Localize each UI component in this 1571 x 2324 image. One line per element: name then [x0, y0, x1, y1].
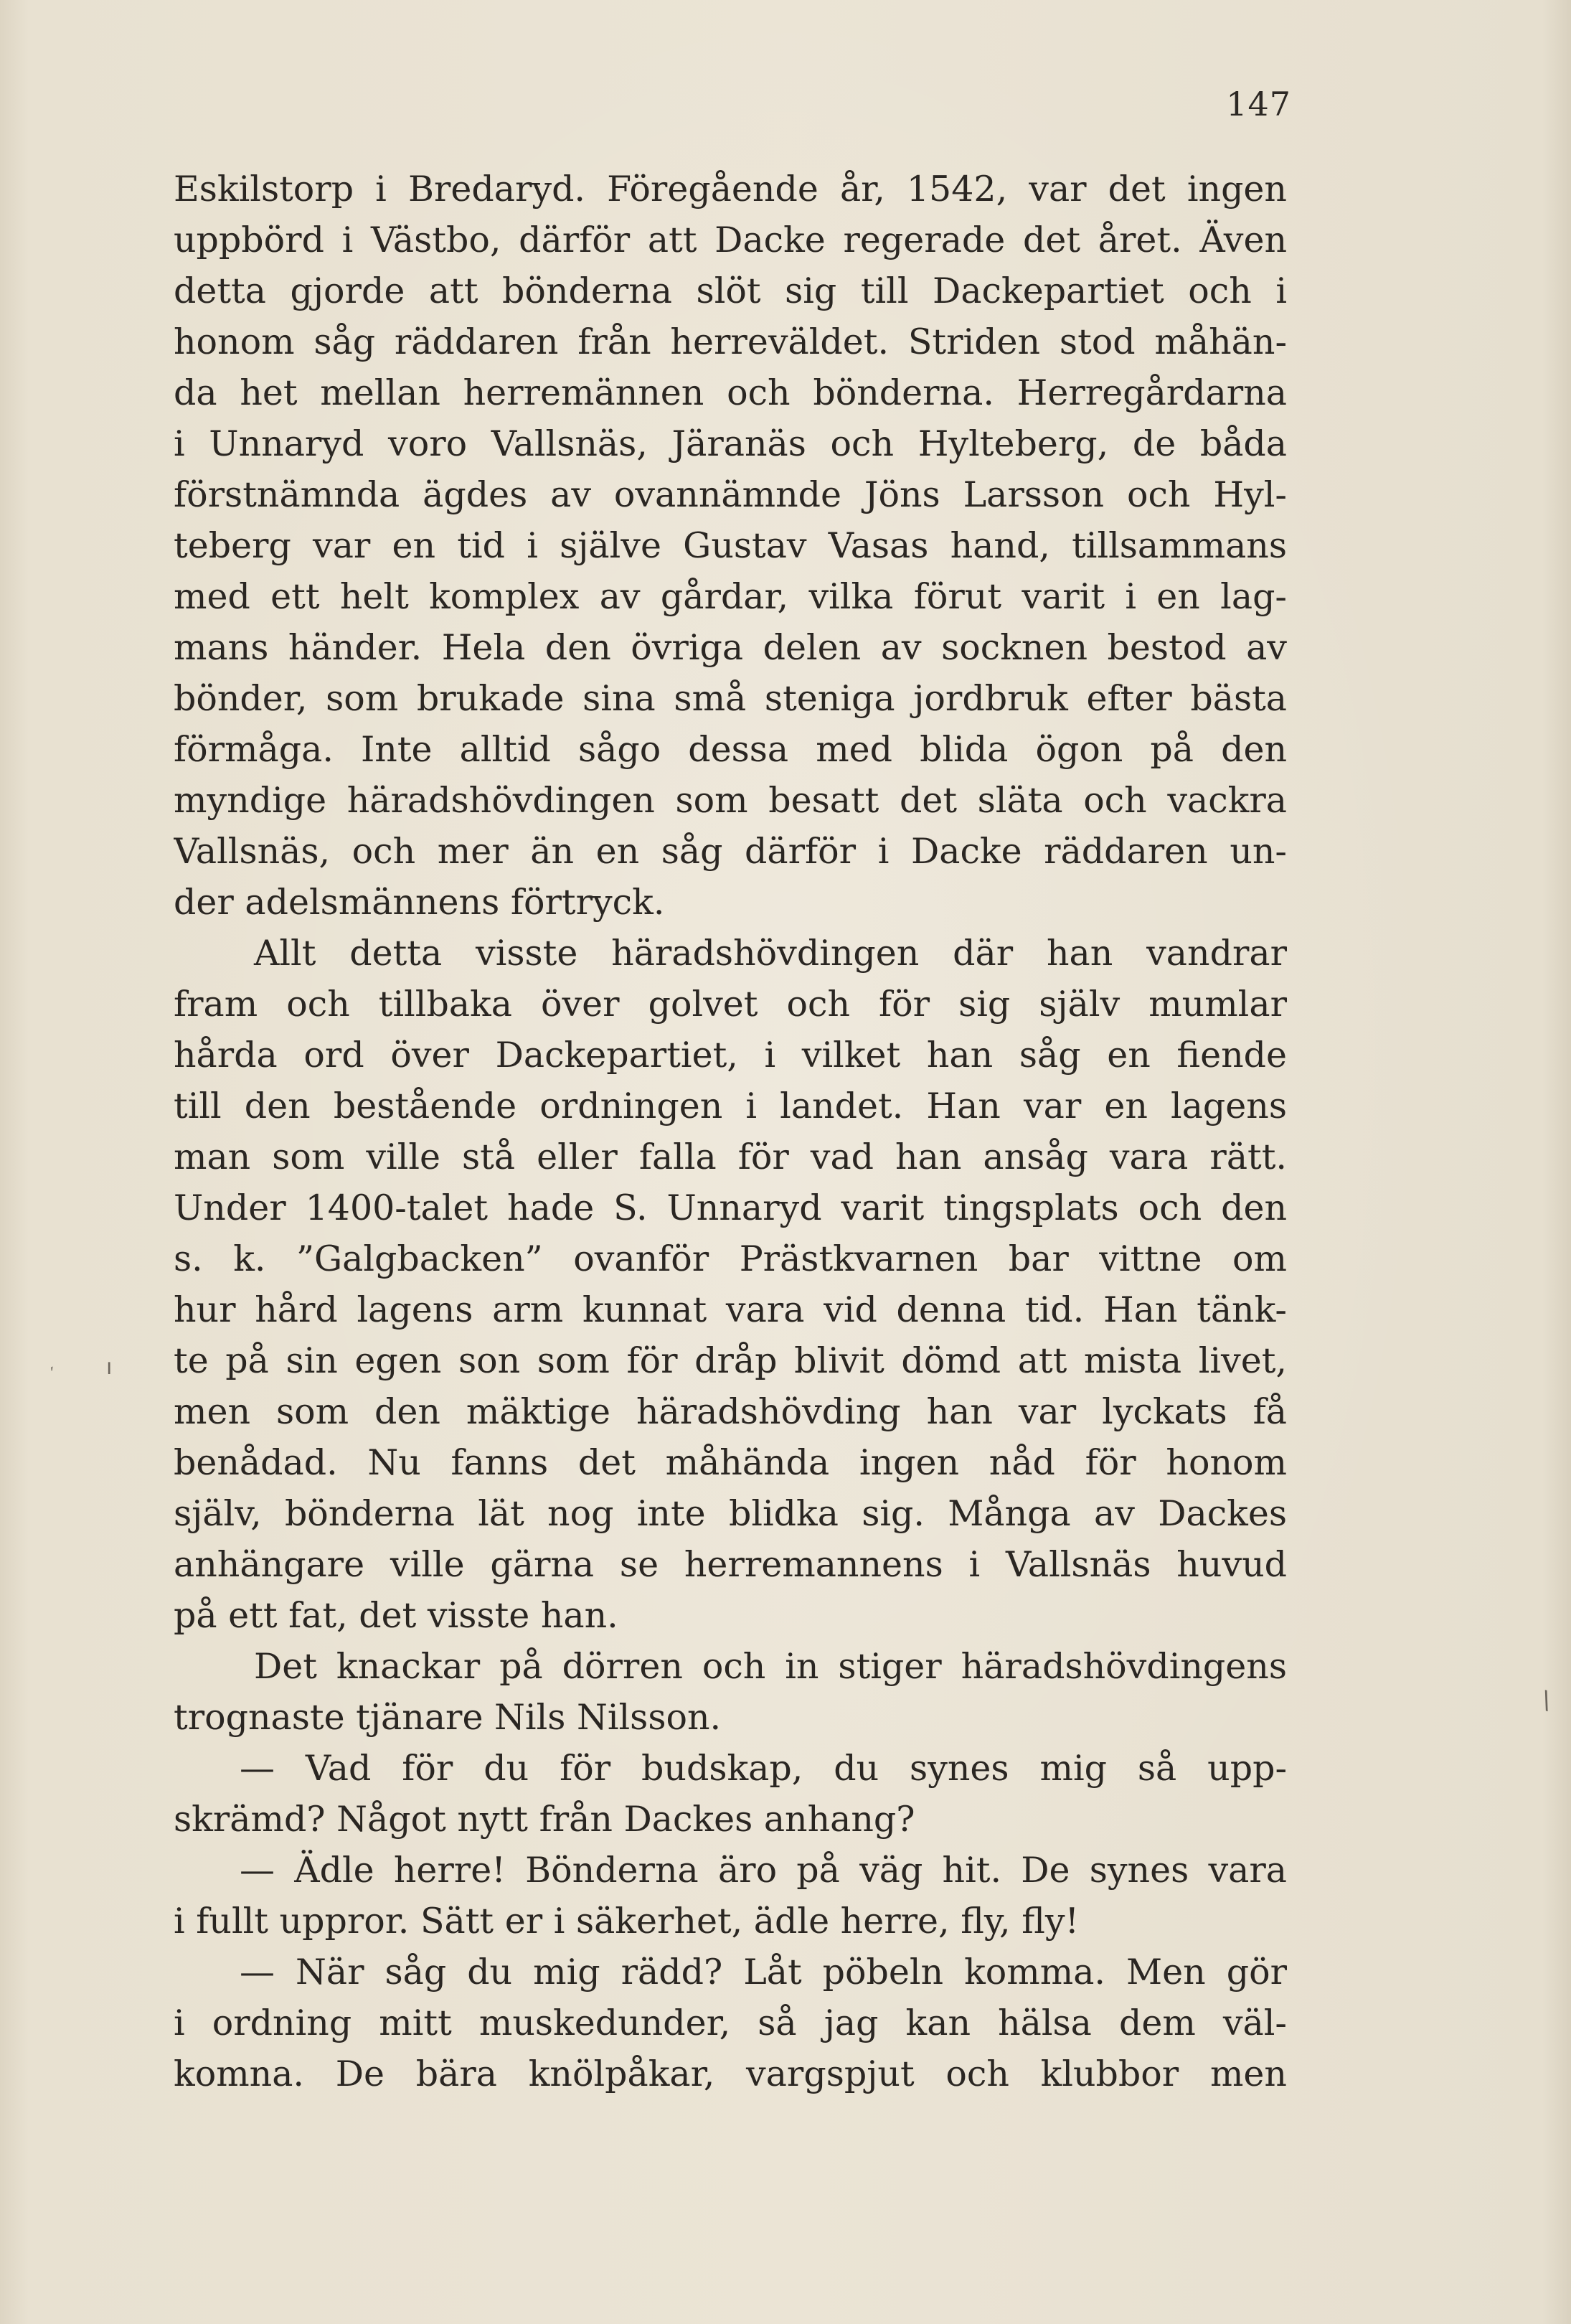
paragraph-start-line: Allt detta visste häradshövdingen där han vandrar — [254, 933, 1287, 974]
text-line: mans händer. Hela den övriga delen av socknen bestod av — [174, 627, 1287, 668]
text-line: med ett helt komplex av gårdar, vilka förut varit i en lag- — [174, 576, 1287, 617]
text-line: teberg var en tid i själve Gustav Vasas hand, tillsammans — [174, 525, 1287, 566]
text-line: Eskilstorp i Bredaryd. Föregående år, 1542, var det ingen — [174, 169, 1287, 210]
text-line: benådad. Nu fanns det måhända ingen nåd för honom — [174, 1442, 1287, 1483]
text-line: fram och tillbaka över golvet och för sig själv mumlar — [174, 984, 1287, 1025]
text-line: anhängare ville gärna se herremannens i Vallsnäs huvud — [174, 1544, 1287, 1585]
body-text — [174, 164, 1287, 2099]
paragraph-start-line: Det knackar på dörren och in stiger häradshövdingens — [254, 1646, 1287, 1687]
dialogue-line: — Ädle herre! Bönderna äro på väg hit. De synes vara — [240, 1850, 1287, 1891]
text-line: själv, bönderna lät nog inte blidka sig. Många av Dackes — [174, 1493, 1287, 1534]
text-line: Under 1400-talet hade S. Unnaryd varit tingsplats och den — [174, 1187, 1287, 1228]
text-line: skrämd? Något nytt från Dackes anhang? — [174, 1799, 915, 1840]
page-number: 147 — [1226, 85, 1291, 123]
text-line: till den bestående ordningen i landet. Han var en lagens — [174, 1086, 1287, 1126]
margin-speck: ı — [106, 1355, 113, 1380]
text-line: hårda ord över Dackepartiet, i vilket han såg en fiende — [174, 1035, 1287, 1076]
dialogue-line: — Vad för du för budskap, du synes mig så upp- — [240, 1748, 1287, 1789]
text-line: i ordning mitt muskedunder, så jag kan hälsa dem väl- — [174, 2003, 1287, 2043]
text-line: trognaste tjänare Nils Nilsson. — [174, 1697, 722, 1738]
text-line: te på sin egen son som för dråp blivit dömd att mista livet, — [174, 1340, 1287, 1381]
text-line: s. k. ”Galgbacken” ovanför Prästkvarnen bar vittne om — [174, 1238, 1287, 1279]
text-line: der adelsmännens förtryck. — [174, 882, 665, 923]
text-line: förstnämnda ägdes av ovannämnde Jöns Larsson och Hyl- — [174, 474, 1287, 515]
text-line: honom såg räddaren från herreväldet. Striden stod måhän- — [174, 321, 1287, 362]
text-line: detta gjorde att bönderna slöt sig till Dackepartiet och i — [174, 270, 1287, 311]
margin-speck: ′ — [47, 1363, 63, 1385]
text-line: men som den mäktige häradshövding han var lyckats få — [174, 1391, 1287, 1432]
text-line: hur hård lagens arm kunnat vara vid denna tid. Han tänk- — [174, 1289, 1287, 1330]
text-line: i fullt uppror. Sätt er i säkerhet, ädle herre, fly, fly! — [174, 1901, 1080, 1942]
text-line: myndige häradshövdingen som besatt det släta och vackra — [174, 780, 1287, 821]
text-line: da het mellan herremännen och bönderna. Herregårdarna — [174, 372, 1287, 413]
text-line: komna. De bära knölpåkar, vargspjut och klubbor men — [174, 2054, 1287, 2094]
text-line: Vallsnäs, och mer än en såg därför i Dacke räddaren un- — [174, 831, 1287, 872]
dialogue-line: — När såg du mig rädd? Låt pöbeln komma. Men gör — [240, 1952, 1287, 1993]
text-line: man som ville stå eller falla för vad han ansåg vara rätt. — [174, 1137, 1287, 1177]
margin-speck: \ — [1539, 1685, 1555, 1716]
text-line: på ett fat, det visste han. — [174, 1595, 618, 1636]
text-line: uppbörd i Västbo, därför att Dacke regerade det året. Även — [174, 220, 1287, 260]
text-line: bönder, som brukade sina små steniga jordbruk efter bästa — [174, 678, 1287, 719]
text-line: i Unnaryd voro Vallsnäs, Järanäs och Hylteberg, de båda — [174, 423, 1287, 464]
text-line: förmåga. Inte alltid sågo dessa med blida ögon på den — [174, 729, 1287, 770]
